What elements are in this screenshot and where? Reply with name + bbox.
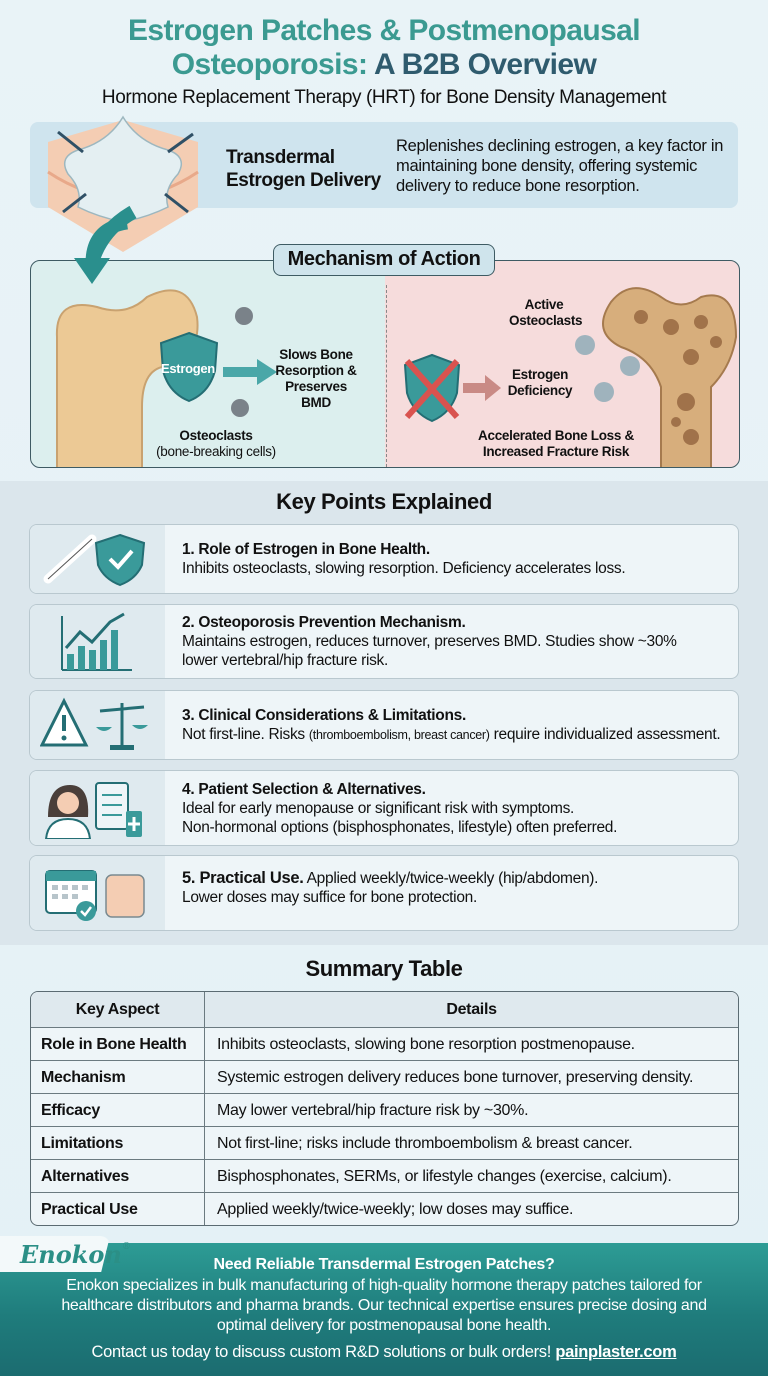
bone-shield-icon <box>40 531 152 587</box>
divider <box>386 285 387 467</box>
calendar-patch-icon <box>40 863 152 923</box>
summary-table <box>30 991 739 1226</box>
page-title: Estrogen Patches & Postmenopausal Osteoporosis: A B2B Overview <box>127 14 640 81</box>
table-row: Limitations Not first-line; risks include thromboembolism & breast cancer. <box>31 1126 738 1159</box>
footer-headline: Need Reliable Transdermal Estrogen Patches? <box>213 1256 555 1273</box>
summary-title: Summary Table <box>305 956 463 981</box>
osteoclast-cell-icon <box>617 353 643 379</box>
down-arrow-icon <box>62 218 132 288</box>
key-point-card: 4. Patient Selection & Alternatives. Ideal for early menopause or significant risk with symptoms. Non-hormonal options (bisphosphonates, lifestyle) often preferred. <box>29 770 739 846</box>
table-row: Mechanism Systemic estrogen delivery reduces bone turnover, preserving density. <box>31 1060 738 1093</box>
active-osteoclasts-label: Active Osteoclasts <box>509 297 583 328</box>
transdermal-description: Replenishes declining estrogen, a key factor in maintaining bone density, offering systemic delivery to reduce bone resorption. <box>396 137 724 195</box>
bone-loss-label: Accelerated Bone Loss & Increased Fracture Risk <box>478 428 634 459</box>
osteoclast-cell-icon <box>571 331 599 359</box>
left-effect-text: Slows Bone Resorption & Preserves BMD <box>275 347 357 410</box>
table-row: Role in Bone Health Inhibits osteoclasts, slowing bone resorption postmenopause. <box>31 1027 738 1060</box>
mechanism-panel <box>30 260 740 468</box>
table-header-row: Key Aspect Details <box>31 992 738 1027</box>
key-point-card: 2. Osteoporosis Prevention Mechanism. Maintains estrogen, reduces turnover, preserves BMD. Studies show ~30% lower vertebral/hip fracture risk. <box>29 604 739 679</box>
osteoclasts-label: Osteoclasts (bone-breaking cells) <box>156 428 276 459</box>
key-points-title: Key Points Explained <box>276 489 492 514</box>
growth-chart-icon <box>40 612 152 672</box>
estrogen-deficiency-label: Estrogen Deficiency <box>507 367 573 398</box>
enokon-logo: Enokon® <box>20 1240 131 1269</box>
key-point-card: 5. Practical Use. Applied weekly/twice-weekly (hip/abdomen). Lower doses may suffice for bone protection. <box>29 855 739 931</box>
key-points-section <box>0 481 768 945</box>
website-link[interactable]: painplaster.com <box>555 1343 677 1361</box>
footer-contact: Contact us today to discuss custom R&D solutions or bulk orders! painplaster.com <box>91 1343 677 1361</box>
footer-body: Enokon specializes in bulk manufacturing of high-quality hormone therapy patches tailored for healthcare distributors and pharma brands. Our technical expertise ensures precise dosing and optimal delivery for postmenopausal bone health. <box>61 1277 707 1334</box>
key-point-card: 1. Role of Estrogen in Bone Health. Inhibits osteoclasts, slowing resorption. Deficiency accelerates loss. <box>29 524 739 594</box>
doctor-clipboard-icon <box>40 777 152 839</box>
table-row: Practical Use Applied weekly/twice-weekly; low doses may suffice. <box>31 1192 738 1225</box>
table-row: Efficacy May lower vertebral/hip fracture risk by ~30%. <box>31 1093 738 1126</box>
arrow-right-red-icon <box>463 375 501 401</box>
page-subtitle: Hormone Replacement Therapy (HRT) for Bone Density Management <box>101 87 667 108</box>
warning-scale-icon <box>40 697 152 753</box>
key-point-card: 3. Clinical Considerations & Limitations. Not first-line. Risks (thromboembolism, breast cancer) require individualized assessment. <box>29 690 739 760</box>
osteoclast-cell-icon <box>231 303 257 329</box>
table-row: Alternatives Bisphosphonates, SERMs, or lifestyle changes (exercise, calcium). <box>31 1159 738 1192</box>
crossed-shield-icon <box>403 353 461 423</box>
osteoporotic-bone-icon <box>591 277 740 468</box>
estrogen-label: Estrogen <box>161 361 215 376</box>
transdermal-title: Transdermal Estrogen Delivery <box>226 147 381 191</box>
osteoclast-cell-icon <box>227 395 253 421</box>
arrow-right-icon <box>223 359 277 385</box>
osteoclast-cell-icon <box>591 379 617 405</box>
mechanism-label: Mechanism of Action <box>273 244 495 276</box>
header <box>0 14 768 110</box>
